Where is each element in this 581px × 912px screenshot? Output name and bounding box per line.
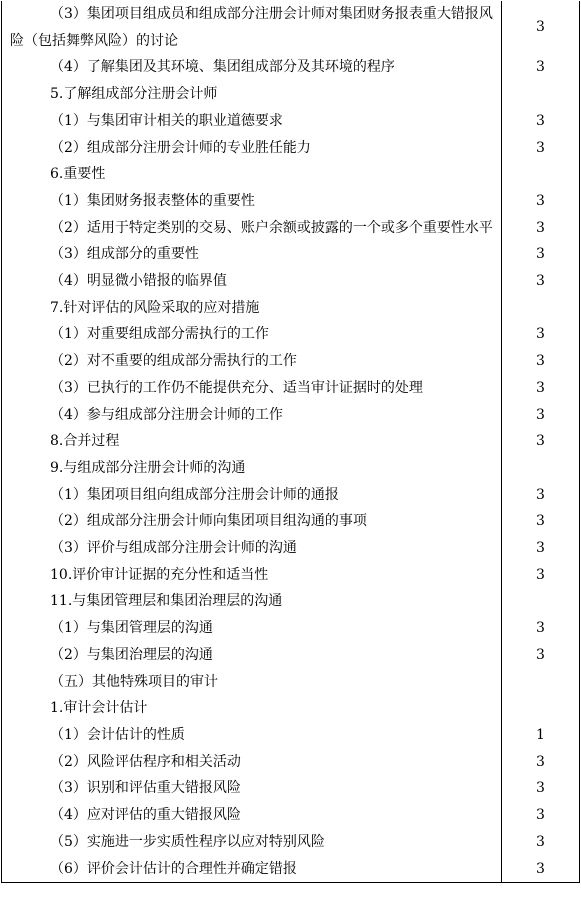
- level-cell: [502, 695, 580, 722]
- topic-text: （1）与集团管理层的沟通: [50, 620, 213, 637]
- topic-cell: [2, 508, 502, 535]
- topic-text: （2）与集团治理层的沟通: [50, 646, 213, 663]
- topic-cell: [2, 749, 502, 776]
- topic-text: （2）组成部分注册会计师的专业胜任能力: [50, 139, 311, 156]
- level-cell: 3: [502, 1, 580, 54]
- table-row: [2, 81, 580, 108]
- level-cell: [502, 161, 580, 188]
- topic-cell: [2, 321, 502, 348]
- topic-cell: [2, 241, 502, 268]
- level-cell: 3: [502, 402, 580, 429]
- table-row: [2, 535, 580, 562]
- level-cell: 3: [502, 135, 580, 162]
- level-cell: 3: [502, 54, 580, 81]
- level-cell: 3: [502, 268, 580, 295]
- level-cell: 3: [502, 856, 580, 883]
- topic-text: （五）其他特殊项目的审计: [50, 673, 218, 690]
- table-row: [2, 802, 580, 829]
- level-cell: 1: [502, 722, 580, 749]
- table-row: [2, 215, 580, 242]
- topic-text: （1）对重要组成部分需执行的工作: [50, 326, 269, 343]
- level-cell: [502, 81, 580, 108]
- topic-cell: [2, 1, 502, 54]
- topic-text: 11.与集团管理层和集团治理层的沟通: [50, 593, 283, 610]
- level-cell: 3: [502, 348, 580, 375]
- table-row: [2, 295, 580, 322]
- table-row: [2, 428, 580, 455]
- level-cell: 3: [502, 562, 580, 589]
- level-cell: 3: [502, 321, 580, 348]
- table-row: [2, 268, 580, 295]
- level-cell: 3: [502, 615, 580, 642]
- topic-cell: [2, 669, 502, 696]
- topic-cell: [2, 455, 502, 482]
- topic-cell: [2, 81, 502, 108]
- topic-text: （2）风险评估程序和相关活动: [50, 753, 241, 770]
- topic-text: （2）对不重要的组成部分需执行的工作: [50, 353, 297, 370]
- topic-text: （3）评价与组成部分注册会计师的沟通: [50, 540, 297, 557]
- table-row: [2, 135, 580, 162]
- topic-cell: [2, 722, 502, 749]
- topic-text: （6）评价会计估计的合理性并确定错报: [50, 860, 297, 877]
- level-cell: 3: [502, 241, 580, 268]
- topic-cell: [2, 428, 502, 455]
- topic-text: （1）集团财务报表整体的重要性: [50, 192, 255, 209]
- topic-cell: [2, 375, 502, 402]
- level-cell: 3: [502, 802, 580, 829]
- topic-cell: [2, 108, 502, 135]
- level-cell: [502, 669, 580, 696]
- table-row: [2, 375, 580, 402]
- table-row: [2, 348, 580, 375]
- topic-text: （4）应对评估的重大错报风险: [50, 807, 241, 824]
- table-row: [2, 749, 580, 776]
- topic-cell: [2, 775, 502, 802]
- topic-cell: [2, 482, 502, 509]
- topic-cell: [2, 856, 502, 883]
- topic-cell: [2, 802, 502, 829]
- topic-cell: [2, 54, 502, 81]
- table-row: [2, 669, 580, 696]
- topic-text: （3）集团项目组成员和组成部分注册会计师对集团财务报表重大错报风险（包括舞弊风险）的讨论: [10, 6, 493, 49]
- table-row: [2, 1, 580, 54]
- topic-text: （4）明显微小错报的临界值: [50, 273, 227, 290]
- table-row: [2, 188, 580, 215]
- table-row: [2, 722, 580, 749]
- table-row: [2, 642, 580, 669]
- topic-text: 5.了解组成部分注册会计师: [50, 86, 218, 103]
- level-cell: 3: [502, 829, 580, 856]
- topic-cell: [2, 402, 502, 429]
- level-cell: 3: [502, 108, 580, 135]
- topic-text: （4）了解集团及其环境、集团组成部分及其环境的程序: [50, 59, 395, 76]
- topic-text: 8.合并过程: [50, 433, 120, 450]
- topic-text: （1）会计估计的性质: [50, 726, 185, 743]
- topic-text: （1）集团项目组向组成部分注册会计师的通报: [50, 486, 339, 503]
- level-cell: [502, 295, 580, 322]
- topic-cell: [2, 615, 502, 642]
- topic-text: （3）组成部分的重要性: [50, 246, 199, 263]
- topic-text: 10.评价审计证据的充分性和适当性: [50, 566, 269, 583]
- topic-cell: [2, 588, 502, 615]
- table-row: [2, 856, 580, 883]
- table-row: [2, 54, 580, 81]
- topic-text: 9.与组成部分注册会计师的沟通: [50, 459, 246, 476]
- table-row: [2, 588, 580, 615]
- table-row: [2, 108, 580, 135]
- topic-cell: [2, 188, 502, 215]
- table-row: [2, 482, 580, 509]
- table-row: [2, 508, 580, 535]
- topic-cell: [2, 215, 502, 242]
- table-row: [2, 829, 580, 856]
- topic-cell: [2, 642, 502, 669]
- topic-cell: [2, 268, 502, 295]
- table-row: [2, 161, 580, 188]
- level-cell: [502, 455, 580, 482]
- topic-text: （3）识别和评估重大错报风险: [50, 780, 241, 797]
- level-cell: 3: [502, 428, 580, 455]
- topic-cell: [2, 829, 502, 856]
- level-cell: 3: [502, 775, 580, 802]
- topic-text: （2）适用于特定类别的交易、账户余额或披露的一个或多个重要性水平: [50, 219, 493, 236]
- topic-text: （3）已执行的工作仍不能提供充分、适当审计证据时的处理: [50, 379, 423, 396]
- table-row: [2, 615, 580, 642]
- topic-text: （1）与集团审计相关的职业道德要求: [50, 112, 283, 129]
- topic-cell: [2, 161, 502, 188]
- topic-text: （5）实施进一步实质性程序以应对特别风险: [50, 833, 325, 850]
- level-cell: 3: [502, 215, 580, 242]
- table-row: [2, 241, 580, 268]
- topic-cell: [2, 295, 502, 322]
- topic-cell: [2, 135, 502, 162]
- topic-text: 1.审计会计估计: [50, 700, 148, 717]
- table-row: [2, 562, 580, 589]
- level-cell: 3: [502, 535, 580, 562]
- table-row: [2, 775, 580, 802]
- table-row: [2, 402, 580, 429]
- topic-cell: [2, 562, 502, 589]
- level-cell: 3: [502, 642, 580, 669]
- topic-cell: [2, 695, 502, 722]
- level-cell: 3: [502, 482, 580, 509]
- level-cell: [502, 588, 580, 615]
- syllabus-table: [1, 1, 580, 883]
- topic-cell: [2, 348, 502, 375]
- table-row: [2, 321, 580, 348]
- topic-text: （2）组成部分注册会计师向集团项目组沟通的事项: [50, 513, 367, 530]
- table-row: [2, 695, 580, 722]
- level-cell: 3: [502, 375, 580, 402]
- topic-text: 6.重要性: [50, 166, 106, 183]
- syllabus-table-body: [2, 1, 580, 883]
- level-cell: 3: [502, 508, 580, 535]
- topic-text: 7.针对评估的风险采取的应对措施: [50, 299, 260, 316]
- level-cell: 3: [502, 188, 580, 215]
- level-cell: 3: [502, 749, 580, 776]
- topic-cell: [2, 535, 502, 562]
- topic-text: （4）参与组成部分注册会计师的工作: [50, 406, 283, 423]
- table-row: [2, 455, 580, 482]
